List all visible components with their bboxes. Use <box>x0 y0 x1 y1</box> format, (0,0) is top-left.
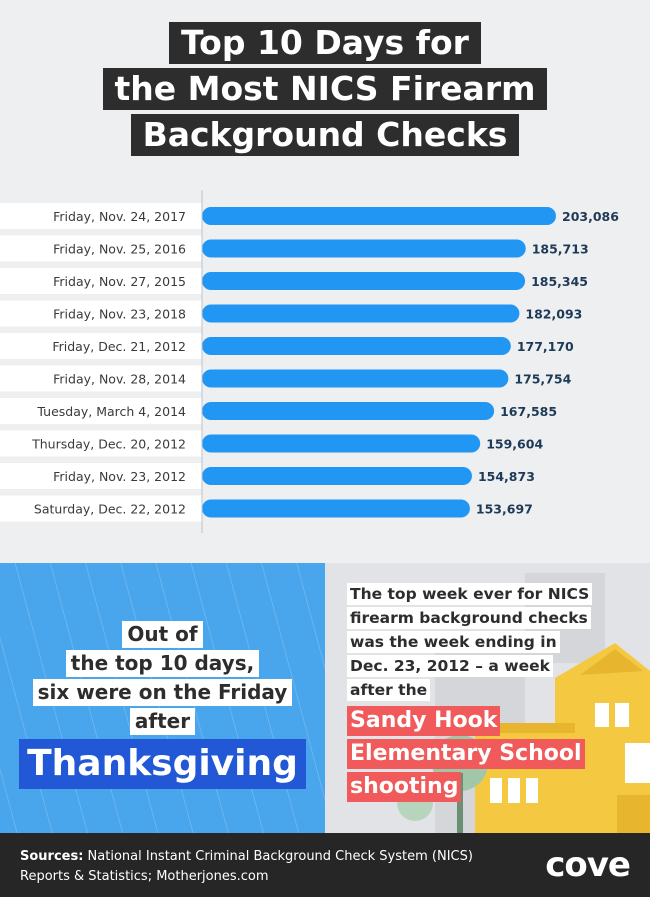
callout-line-3: six were on the Friday <box>33 679 293 706</box>
value-label: 185,713 <box>531 241 589 257</box>
category-label: Tuesday, March 4, 2014 <box>37 404 186 419</box>
bar <box>202 305 519 323</box>
sandy-hook-callout <box>347 583 647 802</box>
category-label: Friday, Nov. 28, 2014 <box>53 371 186 387</box>
value-label: 153,697 <box>475 501 533 517</box>
title-block <box>0 22 650 160</box>
category-label: Friday, Nov. 25, 2016 <box>53 241 186 257</box>
callout-text-line-5: after the <box>347 679 430 701</box>
sources-text: National Instant Criminal Background Check System (NICS) Reports & Statistics; Motherjones.com <box>20 849 473 884</box>
value-label: 177,170 <box>516 339 574 354</box>
title-line-1: Top 10 Days for <box>169 22 481 64</box>
thanksgiving-callout <box>0 621 325 789</box>
value-label: 159,604 <box>486 436 544 452</box>
bar <box>202 500 470 518</box>
value-label: 182,093 <box>525 306 583 322</box>
value-label: 175,754 <box>514 371 572 387</box>
bar <box>202 240 526 258</box>
callout-text-line-3: was the week ending in <box>347 631 560 653</box>
cove-logo: cove <box>545 845 630 885</box>
sandy-hook-highlight-2: Elementary School <box>347 739 585 769</box>
sandy-hook-panel <box>325 563 650 833</box>
callout-line-4: after <box>130 708 195 735</box>
callout-text-line-4: Dec. 23, 2012 – a week <box>347 655 553 677</box>
sandy-hook-highlight-3: shooting <box>347 772 461 802</box>
thanksgiving-panel <box>0 563 325 833</box>
value-label: 185,345 <box>531 274 589 289</box>
category-label: Friday, Nov. 23, 2018 <box>53 306 186 322</box>
bottom-panels <box>0 563 650 833</box>
callout-line-1: Out of <box>122 621 202 648</box>
sources-note <box>20 847 490 887</box>
category-label: Friday, Nov. 23, 2012 <box>53 469 186 484</box>
sandy-hook-highlight-1: Sandy Hook <box>347 706 500 736</box>
callout-text-line-2: firearm background checks <box>347 607 591 629</box>
bar <box>202 370 508 388</box>
title-line-2: the Most NICS Firearm <box>103 68 548 110</box>
category-label: Friday, Nov. 24, 2017 <box>53 209 186 224</box>
footer <box>0 833 650 897</box>
value-label: 154,873 <box>477 469 535 484</box>
callout-line-2: the top 10 days, <box>66 650 259 677</box>
category-label: Friday, Dec. 21, 2012 <box>52 339 186 354</box>
category-label: Thursday, Dec. 20, 2012 <box>32 436 186 452</box>
sources-label: Sources: <box>20 849 84 864</box>
bar <box>202 207 556 225</box>
bar <box>202 402 494 420</box>
bar <box>202 337 511 355</box>
category-label: Saturday, Dec. 22, 2012 <box>33 501 186 517</box>
callout-text-line-1: The top week ever for NICS <box>347 583 592 605</box>
value-label: 167,585 <box>500 404 558 419</box>
bar-chart <box>0 190 650 535</box>
category-label: Friday, Nov. 27, 2015 <box>53 274 186 289</box>
thanksgiving-highlight: Thanksgiving <box>19 739 306 789</box>
title-line-3: Background Checks <box>131 114 520 156</box>
bar <box>202 272 525 290</box>
bar <box>202 435 480 453</box>
value-label: 203,086 <box>562 209 619 224</box>
bar <box>202 467 472 485</box>
